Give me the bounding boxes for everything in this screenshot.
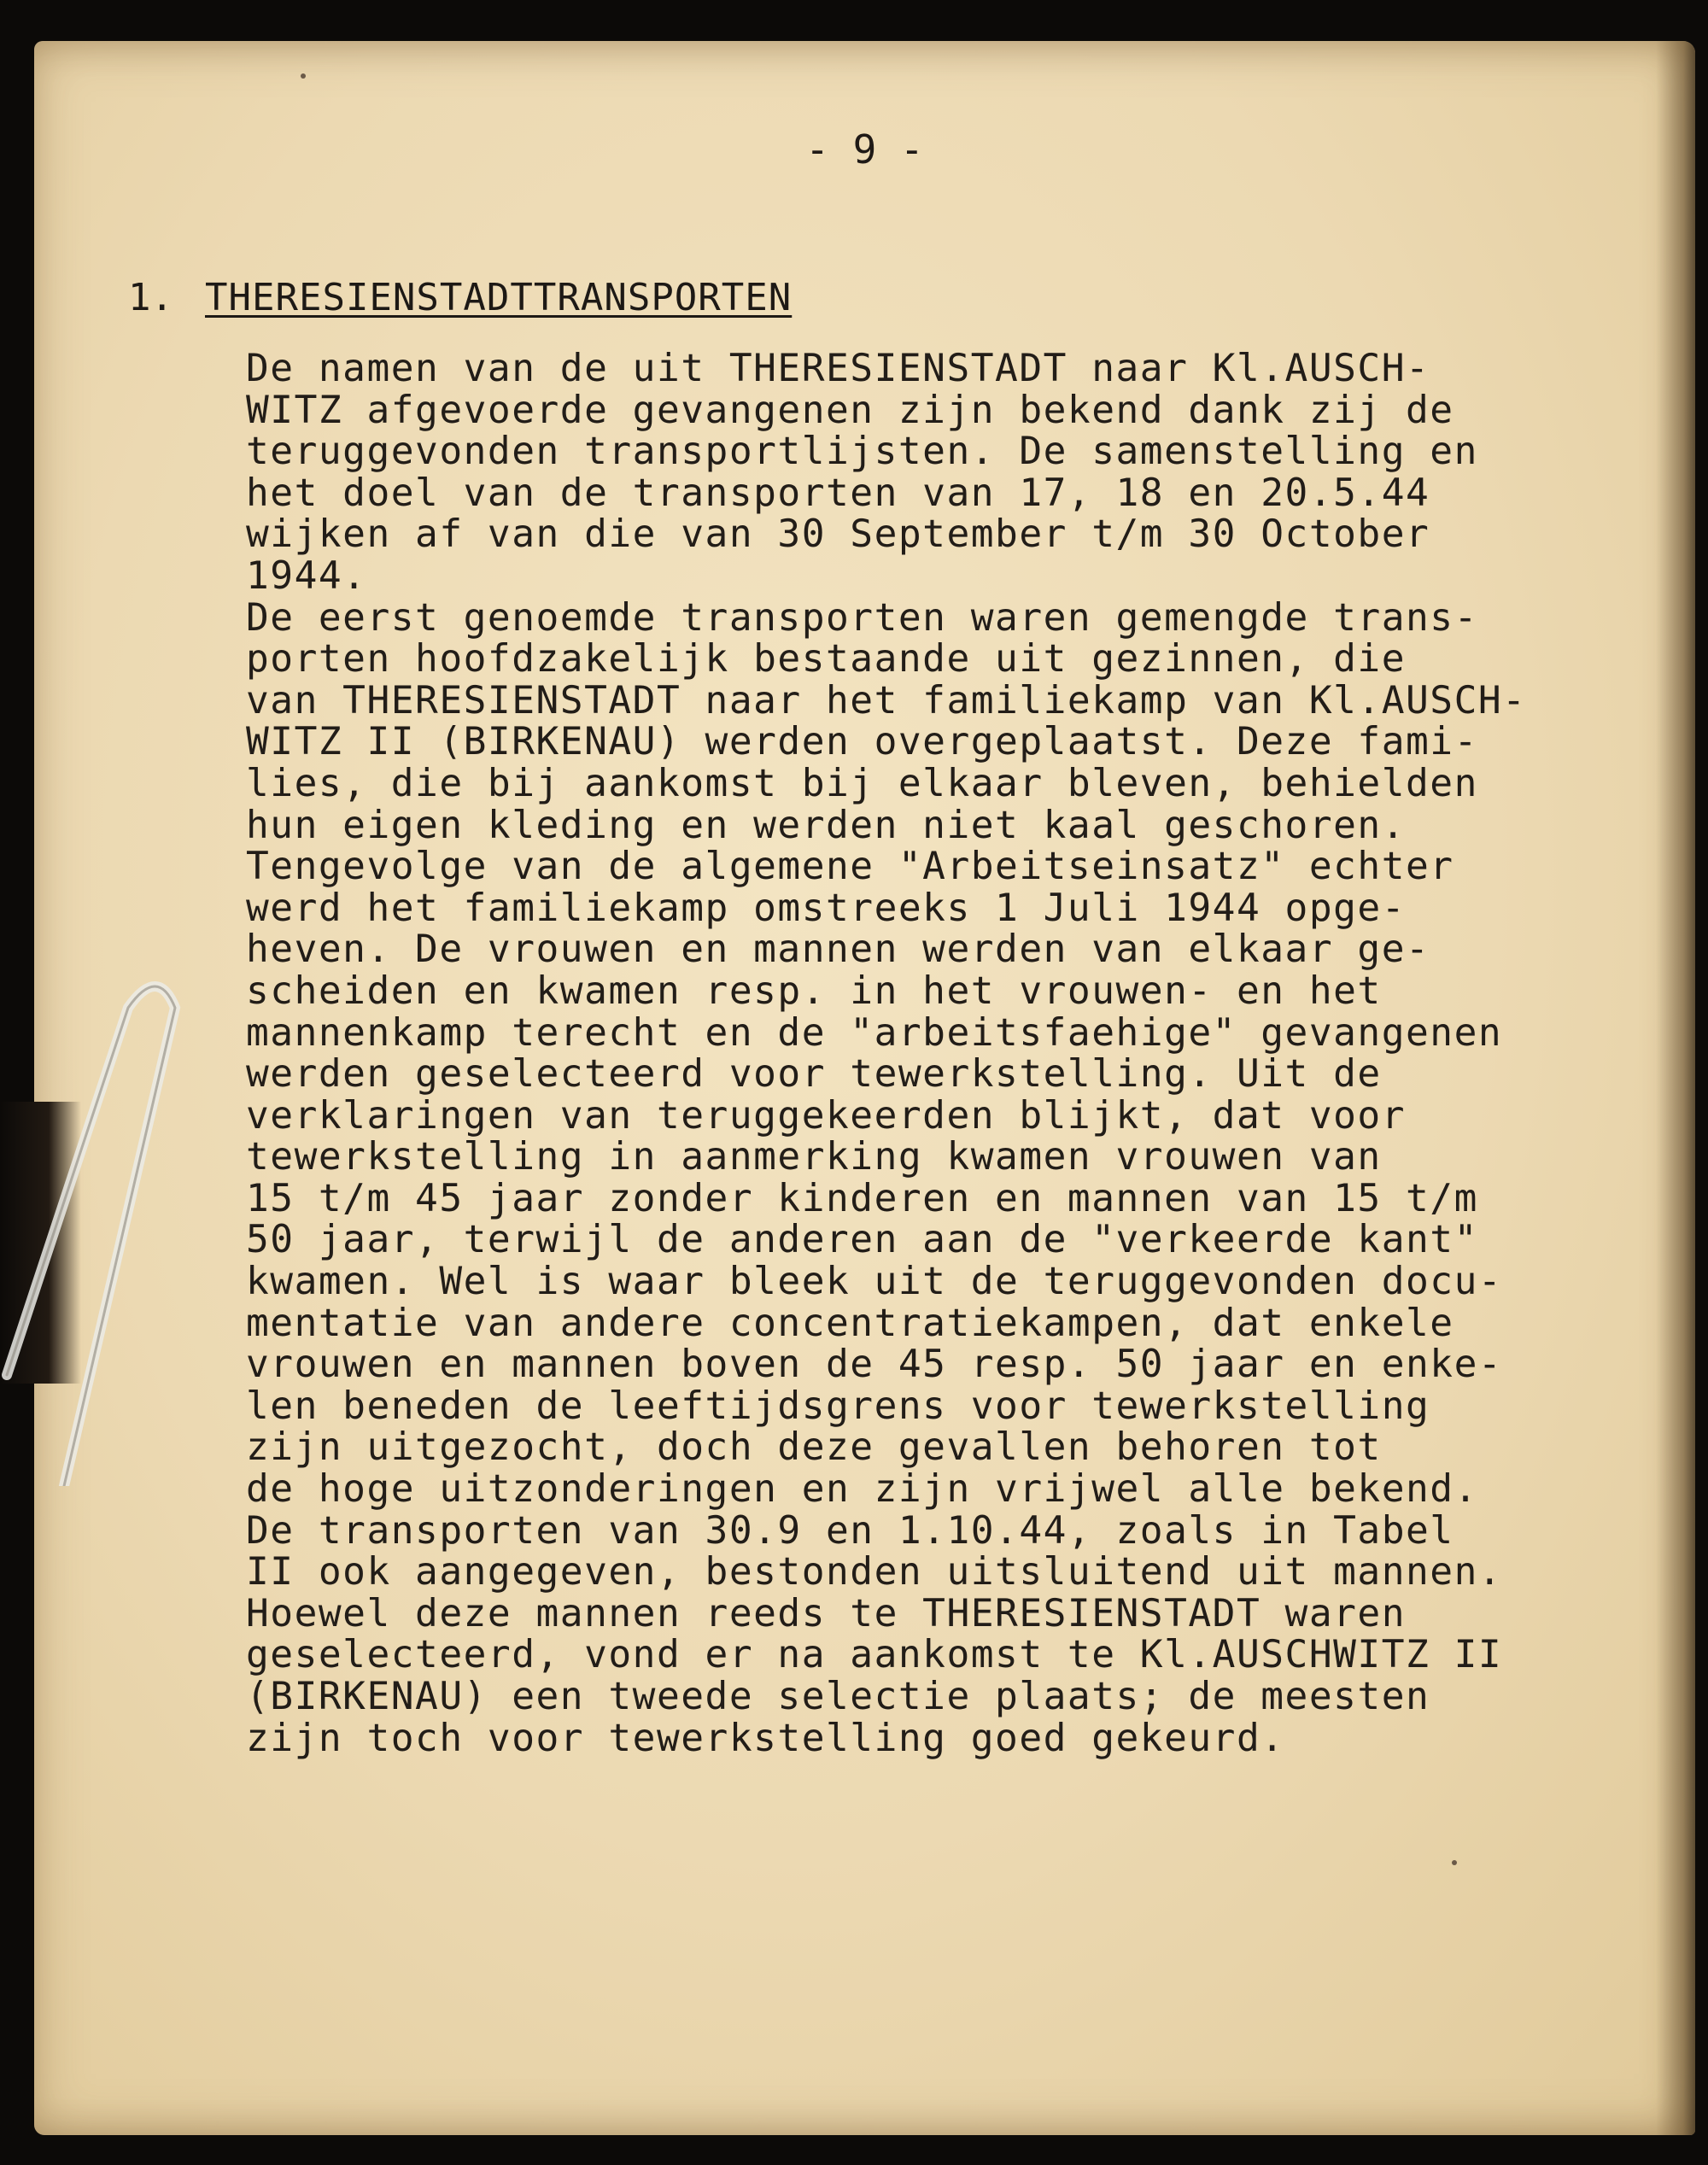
text-line: porten hoofdzakelijk bestaande uit gezinnen, die xyxy=(246,637,1406,682)
document-page xyxy=(34,41,1695,2135)
text-line: De eerst genoemde transporten waren gemengde trans- xyxy=(246,595,1478,640)
text-line: scheiden en kwamen resp. in het vrouwen- en het xyxy=(246,968,1382,1013)
text-line: 50 jaar, terwijl de anderen aan de "verkeerde kant" xyxy=(246,1218,1478,1262)
text-line: De transporten van 30.9 en 1.10.44, zoals in Tabel xyxy=(246,1508,1454,1553)
text-line: werd het familiekamp omstreeks 1 Juli 1944 opge- xyxy=(246,886,1406,930)
text-line: zijn toch voor tewerkstelling goed gekeurd. xyxy=(246,1716,1285,1760)
text-line: len beneden de leeftijdsgrens voor tewerkstelling xyxy=(246,1384,1430,1428)
page-number: - 9 - xyxy=(805,126,924,173)
text-line: WITZ afgevoerde gevangenen zijn bekend dank zij de xyxy=(246,388,1454,432)
text-line: het doel van de transporten van 17, 18 en 20.5.44 xyxy=(246,471,1430,515)
text-line: II ook aangegeven, bestonden uitsluitend uit mannen. xyxy=(246,1550,1503,1594)
section-title: THERESIENSTADTTRANSPORTEN xyxy=(205,276,793,319)
text-line: hun eigen kleding en werden niet kaal geschoren. xyxy=(246,803,1406,847)
text-line: 15 t/m 45 jaar zonder kinderen en mannen van 15 t/m xyxy=(246,1176,1478,1220)
text-line: lies, die bij aankomst bij elkaar bleven, behielden xyxy=(246,761,1478,805)
text-line: 1944. xyxy=(246,553,367,598)
text-line: heven. De vrouwen en mannen werden van elkaar ge- xyxy=(246,927,1430,972)
text-line: mentatie van andere concentratiekampen, dat enkele xyxy=(246,1301,1454,1345)
text-line: tewerkstelling in aanmerking kwamen vrouwen van xyxy=(246,1135,1382,1179)
text-line: De namen van de uit THERESIENSTADT naar Kl.AUSCH- xyxy=(246,347,1430,390)
text-line: teruggevonden transportlijsten. De samenstelling en xyxy=(246,430,1478,474)
text-line: Hoewel deze mannen reeds te THERESIENSTADT waren xyxy=(246,1591,1406,1635)
text-line: van THERESIENSTADT naar het familiekamp van Kl.AUSCH- xyxy=(246,678,1527,723)
text-line: (BIRKENAU) een tweede selectie plaats; de meesten xyxy=(246,1675,1430,1718)
paper-speck xyxy=(1452,1860,1457,1865)
text-line: mannenkamp terecht en de "arbeitsfaehige" gevangenen xyxy=(246,1010,1503,1055)
text-line: verklaringen van teruggekeerden blijkt, dat voor xyxy=(246,1093,1406,1138)
text-line: vrouwen en mannen boven de 45 resp. 50 jaar en enke- xyxy=(246,1343,1503,1387)
paper-clip-icon xyxy=(0,974,205,1486)
text-line: werden geselecteerd voor tewerkstelling. Uit de xyxy=(246,1052,1382,1097)
text-line: geselecteerd, vond er na aankomst te Kl.AUSCHWITZ II xyxy=(246,1633,1503,1677)
text-line: zijn uitgezocht, doch deze gevallen behoren tot xyxy=(246,1425,1382,1470)
text-line: de hoge uitzonderingen en zijn vrijwel alle bekend. xyxy=(246,1467,1478,1512)
text-line: Tengevolge van de algemene "Arbeitseinsatz" echter xyxy=(246,845,1454,889)
spine-shadow xyxy=(1656,41,1695,2135)
paper-speck xyxy=(301,73,306,79)
section-heading xyxy=(128,276,792,319)
text-line: kwamen. Wel is waar bleek uit de teruggevonden docu- xyxy=(246,1260,1503,1304)
body-text xyxy=(246,348,1647,1759)
section-number: 1. xyxy=(128,276,173,319)
text-line: WITZ II (BIRKENAU) werden overgeplaatst. Deze fami- xyxy=(246,720,1478,764)
text-line: wijken af van die van 30 September t/m 30 October xyxy=(246,512,1430,557)
